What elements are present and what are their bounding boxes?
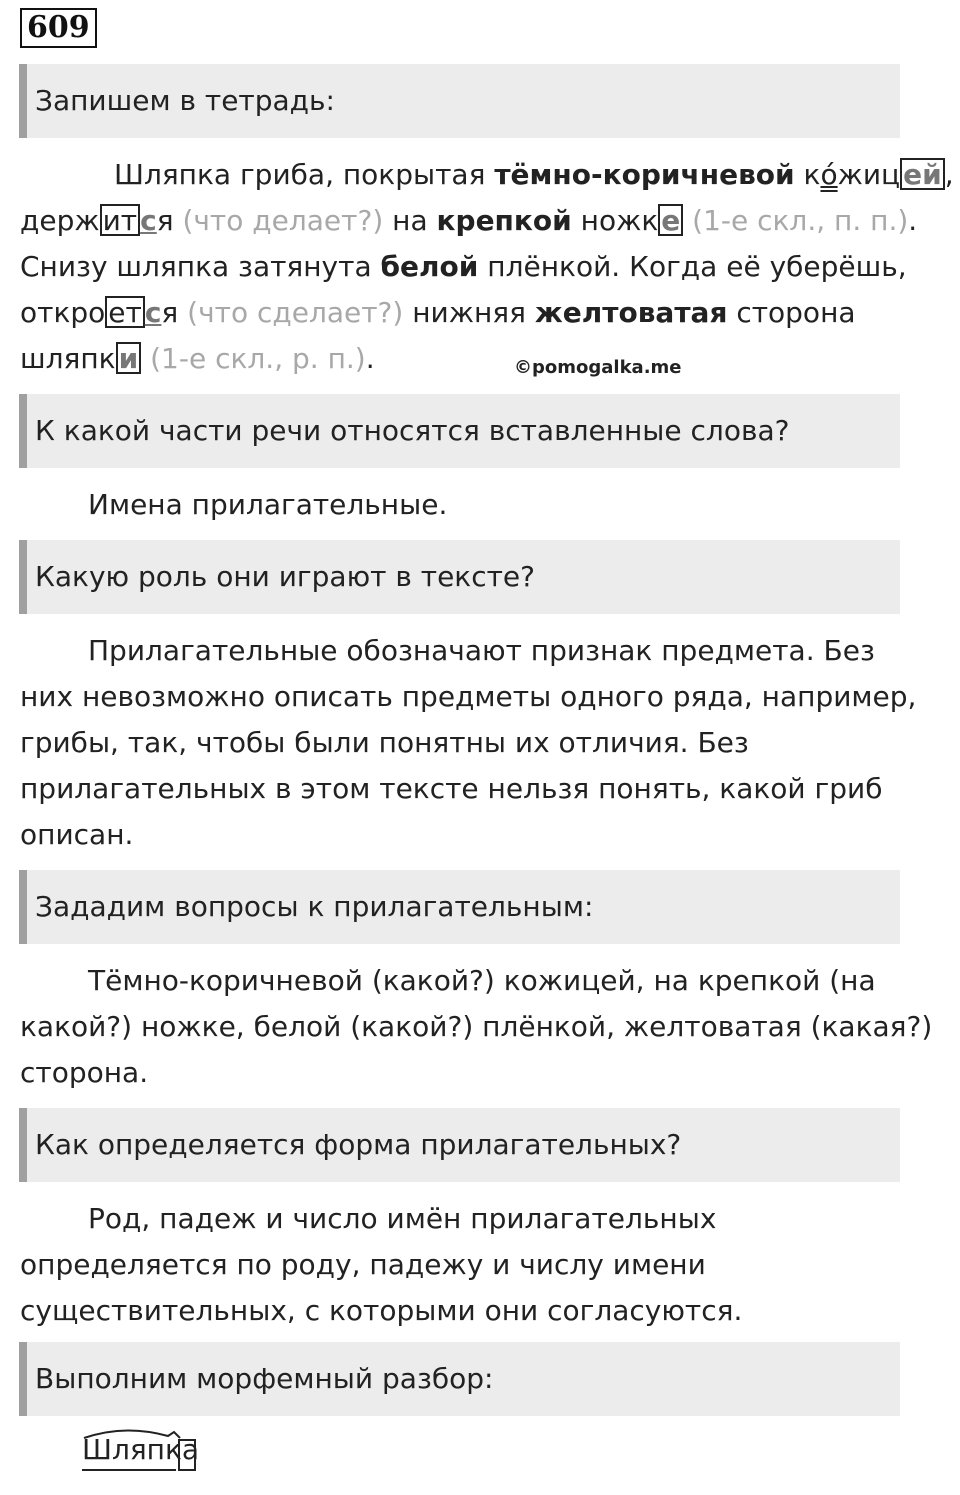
answer-role-line: них невозможно описать предметы одного ряда, например, <box>20 680 917 713</box>
text-fragment: Шляпка гриба, покрытая <box>114 158 495 191</box>
text-fragment: на <box>383 204 437 237</box>
text-fragment: . <box>908 204 918 237</box>
answer-role-line: описан. <box>20 818 134 851</box>
question-note: (что делает?) <box>182 204 384 237</box>
morpheme-analysis <box>80 1426 200 1474</box>
exercise-number: 609 <box>20 8 97 48</box>
text-line-4 <box>20 290 856 336</box>
adjective-bold: белой <box>380 250 479 283</box>
answer-role-line: Прилагательные обозначают признак предмета. Без <box>88 634 875 667</box>
text-fragment: . <box>365 342 375 375</box>
text-fragment: держ <box>20 204 100 237</box>
answer-part-of-speech: Имена прилагательные. <box>88 488 448 521</box>
text-fragment: плёнкой. Когда её уберёшь, <box>478 250 907 283</box>
ending-box: е <box>658 204 683 236</box>
text-fragment: , <box>944 158 954 191</box>
text-fragment: я <box>156 204 174 237</box>
text-fragment: Снизу шляпка затянута <box>20 250 381 283</box>
ending-box: и <box>116 342 142 374</box>
text-line-2 <box>20 198 917 244</box>
copyright-watermark: ©pomogalka.me <box>514 357 682 378</box>
text-fragment: жиц <box>837 158 901 191</box>
word-ending: а <box>181 1433 200 1466</box>
text-fragment: шляпк <box>20 342 116 375</box>
answer-questions-line: какой?) ножке, белой (какой?) плёнкой, желтоватая (какая?) <box>20 1010 933 1043</box>
text-fragment: откро <box>20 296 106 329</box>
answer-role-line: прилагательных в этом тексте нельзя понять, какой гриб <box>20 772 883 805</box>
word-stem: Шляпк <box>82 1433 182 1466</box>
answer-questions-line: Тёмно-коричневой (какой?) кожицей, на крепкой (на <box>88 964 876 997</box>
answer-form-line: Род, падеж и число имён прилагательных <box>88 1202 717 1235</box>
adjective-bold: тёмно-коричневой <box>494 158 795 191</box>
text-fragment: сторона <box>727 296 856 329</box>
question-note: (что сделает?) <box>187 296 404 329</box>
adjective-bold: желтоватая <box>534 296 728 329</box>
case-note: (1-е скл., р. п.) <box>150 342 366 375</box>
suffix-mark: с <box>144 296 162 329</box>
morpheme-word <box>82 1431 199 1469</box>
answer-role-line: грибы, так, чтобы были понятны их отличия. Без <box>20 726 749 759</box>
section-heading-part-of-speech: К какой части речи относятся вставленные слова? <box>19 394 900 468</box>
ending-box: ет <box>105 296 145 328</box>
text-fragment: к <box>794 158 821 191</box>
stressed-vowel: о ́ <box>820 158 837 191</box>
text-fragment: нижняя <box>403 296 535 329</box>
section-heading-write: Запишем в тетрадь: <box>19 64 900 138</box>
text-line-3 <box>20 244 907 290</box>
section-heading-questions: Зададим вопросы к прилагательным: <box>19 870 900 944</box>
adjective-bold: крепкой <box>436 204 572 237</box>
section-heading-role: Какую роль они играют в тексте? <box>19 540 900 614</box>
section-heading-form: Как определяется форма прилагательных? <box>19 1108 900 1182</box>
answer-form-line: существительных, с которыми они согласуются. <box>20 1294 743 1327</box>
ending-box: ит <box>100 204 141 236</box>
case-note: (1-е скл., п. п.) <box>692 204 909 237</box>
text-fragment: ножк <box>571 204 659 237</box>
section-heading-morpheme: Выполним морфемный разбор: <box>19 1342 900 1416</box>
text-fragment: я <box>161 296 179 329</box>
text-line-1 <box>114 152 954 198</box>
answer-questions-line: сторона. <box>20 1056 149 1089</box>
text-line-5 <box>20 336 375 382</box>
answer-form-line: определяется по роду, падежу и числу имени <box>20 1248 706 1281</box>
suffix-mark: с <box>140 204 157 237</box>
ending-box: ей <box>900 158 945 190</box>
